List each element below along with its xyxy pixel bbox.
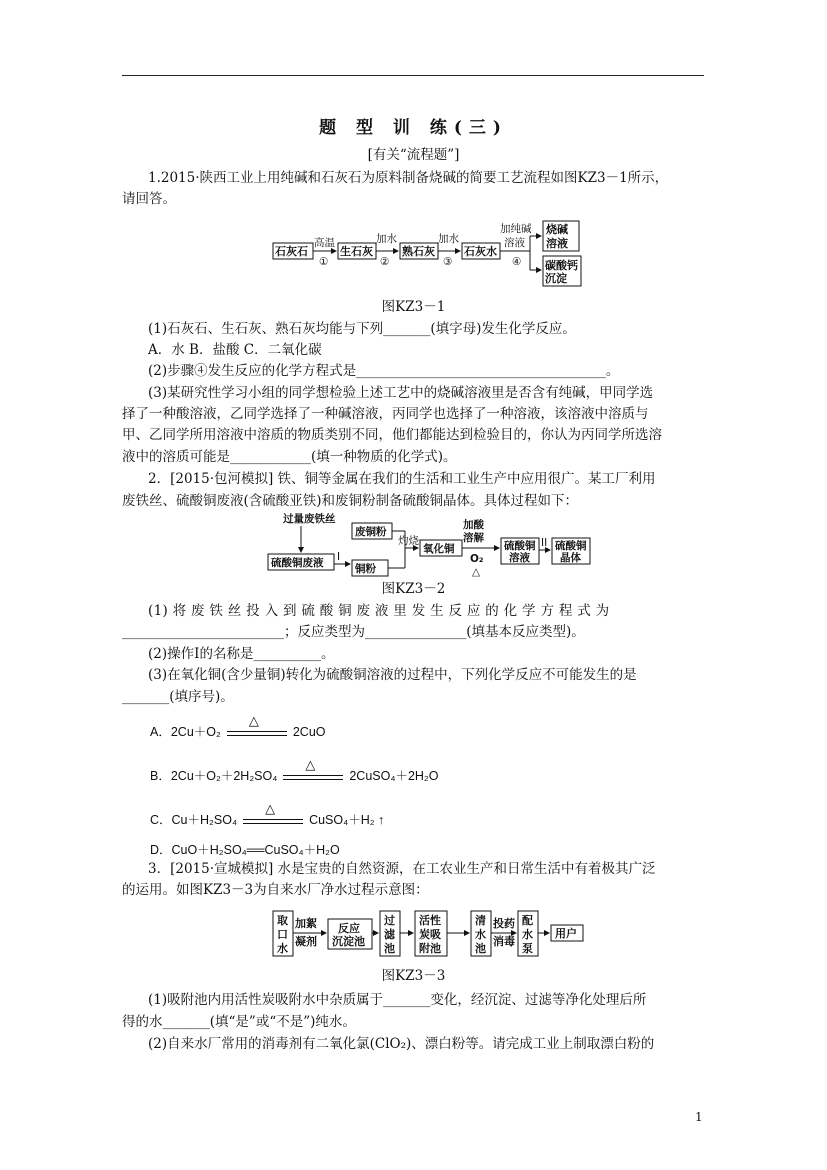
- q2-option-c: C．Cu＋H₂SO₄ △ CuSO₄＋H₂ ↑: [150, 800, 385, 827]
- q2-line2: 废铁丝、硫酸铜废液(含硫酸亚铁)和废铜粉制备硫酸铜晶体。具体过程如下：: [122, 493, 579, 509]
- q3-line2: 的运用。如图KZ3－3为自来水厂净水过程示意图：: [122, 882, 429, 898]
- q1-sub1: (1)石灰石、生石灰、熟石灰均能与下列_______(填字母)发生化学反应。: [148, 321, 576, 337]
- fig1-box-naoh-a: 烧碱: [546, 223, 568, 236]
- q2-sub2: (2)操作Ⅰ的名称是__________。: [148, 646, 335, 662]
- fig2-caption: 图KZ3－2: [381, 581, 446, 597]
- q2-option-d: D．CuO＋H₂SO₄══CuSO₄＋H₂O: [150, 843, 340, 857]
- fig2-acid-b: 溶解: [463, 532, 484, 544]
- fig3-coag-a: 加絮: [295, 917, 317, 930]
- fig1-arrow4-num: ④: [512, 256, 522, 268]
- fig1-caption: 图KZ3－1: [381, 299, 446, 315]
- q2-sub1-b: ________________________；反应类型为_______________(填基本反应类型)。: [122, 624, 585, 640]
- fig3-intake-2: 口: [277, 928, 288, 941]
- fig2-calcine: 灼烧: [398, 535, 419, 547]
- fig1-box-slaked-lime: 熟石灰: [402, 245, 435, 258]
- fig3-carbon-b: 炭吸: [419, 928, 441, 941]
- fig3-clear-1: 清: [475, 914, 486, 927]
- q2-line1: 2．[2015·包河模拟] 铁、铜等金属在我们的生活和工业生产中应用很广。某工厂利用: [148, 471, 656, 487]
- q2-option-a: A．2Cu＋O₂ △ 2CuO: [150, 712, 326, 739]
- fig2-box-waste-copper: 废铜粉: [355, 526, 387, 538]
- fig3-clear-3: 池: [475, 942, 486, 955]
- figure-kz3-2: [265, 512, 595, 580]
- fig1-arrow1-num: ①: [319, 256, 329, 268]
- fig2-box-waste-liquid: 硫酸铜废液: [271, 557, 324, 569]
- fig3-filter-3: 池: [384, 942, 395, 955]
- fig3-carbon-a: 活性: [419, 914, 441, 927]
- q1-sub1-options: A．水 B．盐酸 C．二氧化碳: [148, 342, 322, 358]
- q1-line2: 请回答。: [122, 191, 176, 207]
- fig1-box-caco3-b: 沉淀: [545, 272, 567, 285]
- fig2-acid-a: 加酸: [463, 519, 484, 531]
- fig1-box-naoh-b: 溶液: [546, 237, 568, 250]
- fig1-arrow2-num: ②: [380, 256, 390, 268]
- fig3-filter-1: 过: [384, 914, 395, 927]
- fig3-clear-2: 水: [475, 928, 486, 941]
- q2-sub1-a: (1) 将 废 铁 丝 投 入 到 硫 酸 铜 废 液 里 发 生 反 应 的 化 学 方 程 式 为: [148, 603, 610, 619]
- fig2-scrap-iron: 过量废铁丝: [283, 513, 336, 525]
- fig3-coag-b: 凝剂: [295, 935, 317, 948]
- q2-sub3-b: _______(填序号)。: [122, 689, 234, 705]
- fig3-intake-3: 水: [277, 942, 288, 955]
- page-title: 题 型 训 练(三): [319, 118, 508, 138]
- q1-sub3-d: 液中的溶质可能是____________(填一种物质的化学式)。: [122, 449, 457, 465]
- fig1-box-limewater: 石灰水: [464, 245, 497, 258]
- fig1-arrow2-label: 加水: [376, 233, 397, 245]
- fig3-user: 用户: [555, 927, 577, 940]
- q1-sub2: (2)步骤④发生反应的化学方程式是_____________________________________。: [148, 363, 620, 379]
- fig3-pump-1: 配: [522, 914, 533, 927]
- q2-sub3-a: (3)在氧化铜(含少量铜)转化为硫酸铜溶液的过程中，下列化学反应不可能发生的是: [148, 667, 637, 683]
- q3-sub1-a: (1)吸附池内用活性炭吸附水中杂质属于_______变化，经沉淀、过滤等净化处理后所: [148, 992, 647, 1008]
- fig1-arrow4-label-a: 加纯碱: [500, 223, 532, 235]
- fig1-box-limestone: 石灰石: [275, 245, 308, 258]
- fig2-o2: O₂: [470, 553, 484, 565]
- fig1-arrow3-label: 加水: [438, 233, 459, 245]
- fig1-box-caco3-a: 碳酸钙: [545, 259, 578, 272]
- fig3-filter-2: 滤: [384, 928, 395, 941]
- fig3-intake-1: 取: [277, 914, 288, 927]
- q3-line1: 3．[2015·宣城模拟] 水是宝贵的自然资源，在工农业生产和日常生活中有着极其广泛: [148, 861, 656, 877]
- fig3-sediment-b: 沉淀池: [332, 935, 365, 948]
- fig3-pump-2: 水: [522, 928, 533, 941]
- fig2-op2: II: [541, 537, 548, 549]
- fig1-arrow1-label: 高温: [314, 237, 335, 249]
- fig3-pump-3: 泵: [522, 942, 533, 955]
- fig3-sediment-a: 反应: [338, 922, 360, 935]
- fig2-box-crystal-a: 硫酸铜: [555, 540, 587, 552]
- q1-sub3-a: (3)某研究性学习小组的同学想检验上述工艺中的烧碱溶液里是否含有纯碱，甲同学选: [148, 385, 654, 401]
- figure-kz3-3: [270, 908, 590, 960]
- page-number: 1: [695, 1110, 703, 1124]
- fig2-heat: △: [472, 566, 481, 578]
- q3-sub2: (2)自来水厂常用的消毒剂有二氧化氯(ClO₂)、漂白粉等。请完成工业上制取漂白粉的: [148, 1036, 655, 1052]
- fig2-box-cuo: 氧化铜: [423, 543, 455, 555]
- fig2-box-copper-powder: 铜粉: [355, 563, 376, 575]
- fig1-arrow3-num: ③: [443, 256, 453, 268]
- fig2-box-cuso4-a: 硫酸铜: [504, 540, 536, 552]
- q2-option-b: B．2Cu＋O₂＋2H₂SO₄ △ 2CuSO₄＋2H₂O: [150, 756, 439, 783]
- q1-sub3-b: 择了一种酸溶液，乙同学选择了一种碱溶液，丙同学也选择了一种溶液，该溶液中溶质与: [122, 406, 649, 422]
- fig3-disinfect-b: 消毒: [493, 935, 515, 948]
- figure-kz3-1: [270, 218, 590, 288]
- fig2-op1: I: [337, 551, 341, 563]
- fig1-box-quicklime: 生石灰: [340, 245, 373, 258]
- q3-sub1-b: 得的水_______(填“是”或“不是”)纯水。: [122, 1014, 356, 1030]
- fig3-carbon-c: 附池: [419, 942, 441, 955]
- fig3-caption: 图KZ3－3: [381, 968, 446, 984]
- header-rule: [122, 75, 704, 76]
- fig2-box-cuso4-b: 溶液: [509, 552, 530, 564]
- fig2-box-crystal-b: 晶体: [560, 552, 581, 564]
- q1-line1: 1.2015·陕西工业上用纯碱和石灰石为原料制备烧碱的简要工艺流程如图KZ3－1所示，: [148, 170, 669, 186]
- fig1-arrow4-label-b: 溶液: [504, 237, 525, 249]
- q1-sub3-c: 甲、乙同学所用溶液中溶质的物质类别不同，他们都能达到检验目的，你认为丙同学所选溶: [122, 427, 662, 443]
- fig3-disinfect-a: 投药: [493, 917, 515, 930]
- subtitle: [有关“流程题”]: [367, 147, 460, 163]
